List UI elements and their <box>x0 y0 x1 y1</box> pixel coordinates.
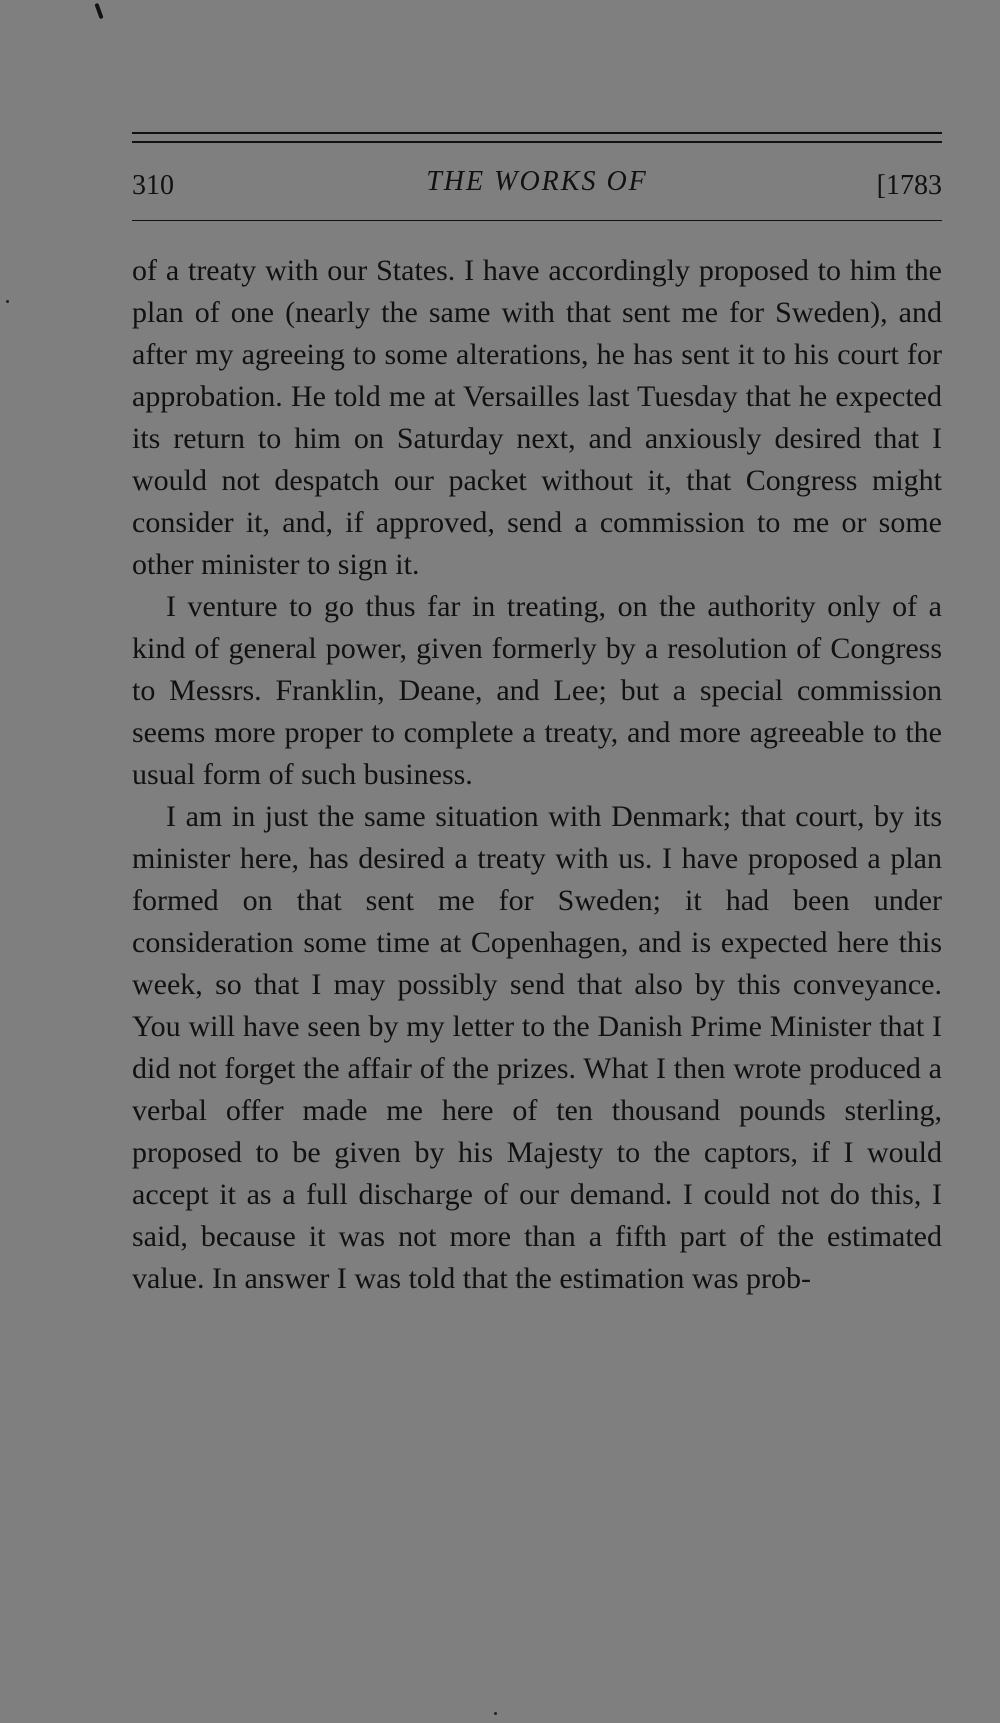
top-rule <box>132 141 942 143</box>
paragraph: I venture to go thus far in treating, on the authority only of a kind of general power, given formerly by a resolution of Congress to Messrs. Franklin, Deane, and Lee; but a special commission seems more proper to complete a treaty, and more agreeable to the usual form of such business. <box>132 590 942 791</box>
header-rule <box>132 220 942 221</box>
page-header <box>132 162 942 208</box>
page-number: 310 <box>132 170 174 201</box>
paragraph: of a treaty with our States. I have accordingly proposed to him the plan of one (nearly the same with that sent me for Sweden), and after my agreeing to some alterations, he has sent it to his court for approbation. He told me at Versailles last Tuesday that he expected its return to him on Saturday next, and anxiously desired that I would not despatch our packet without it, that Congress might consider it, and, if approved, send a commission to me or some other minister to sign it. <box>132 254 942 581</box>
top-rule <box>132 132 942 134</box>
body-text <box>132 250 942 1300</box>
year-marker: [1783 <box>876 170 942 201</box>
speck <box>6 300 9 303</box>
paragraph: I am in just the same situation with Denmark; that court, by its minister here, has desired a treaty with us. I have proposed a plan formed on that sent me for Sweden; it had been under consideration some time at Copenhagen, and is expected here this week, so that I may possibly send that also by this conveyance. You will have seen by my letter to the Danish Prime Minister that I did not forget the affair of the prizes. What I then wrote produced a verbal offer made me here of ten thousand pounds sterling, proposed to be given by his Majesty to the captors, if I would accept it as a full discharge of our demand. I could not do this, I said, because it was not more than a fifth part of the estimated value. In answer I was told that the estimation was prob- <box>132 800 942 1295</box>
speck <box>494 1712 497 1715</box>
running-title: THE WORKS OF <box>426 166 648 197</box>
corner-mark <box>94 3 103 19</box>
